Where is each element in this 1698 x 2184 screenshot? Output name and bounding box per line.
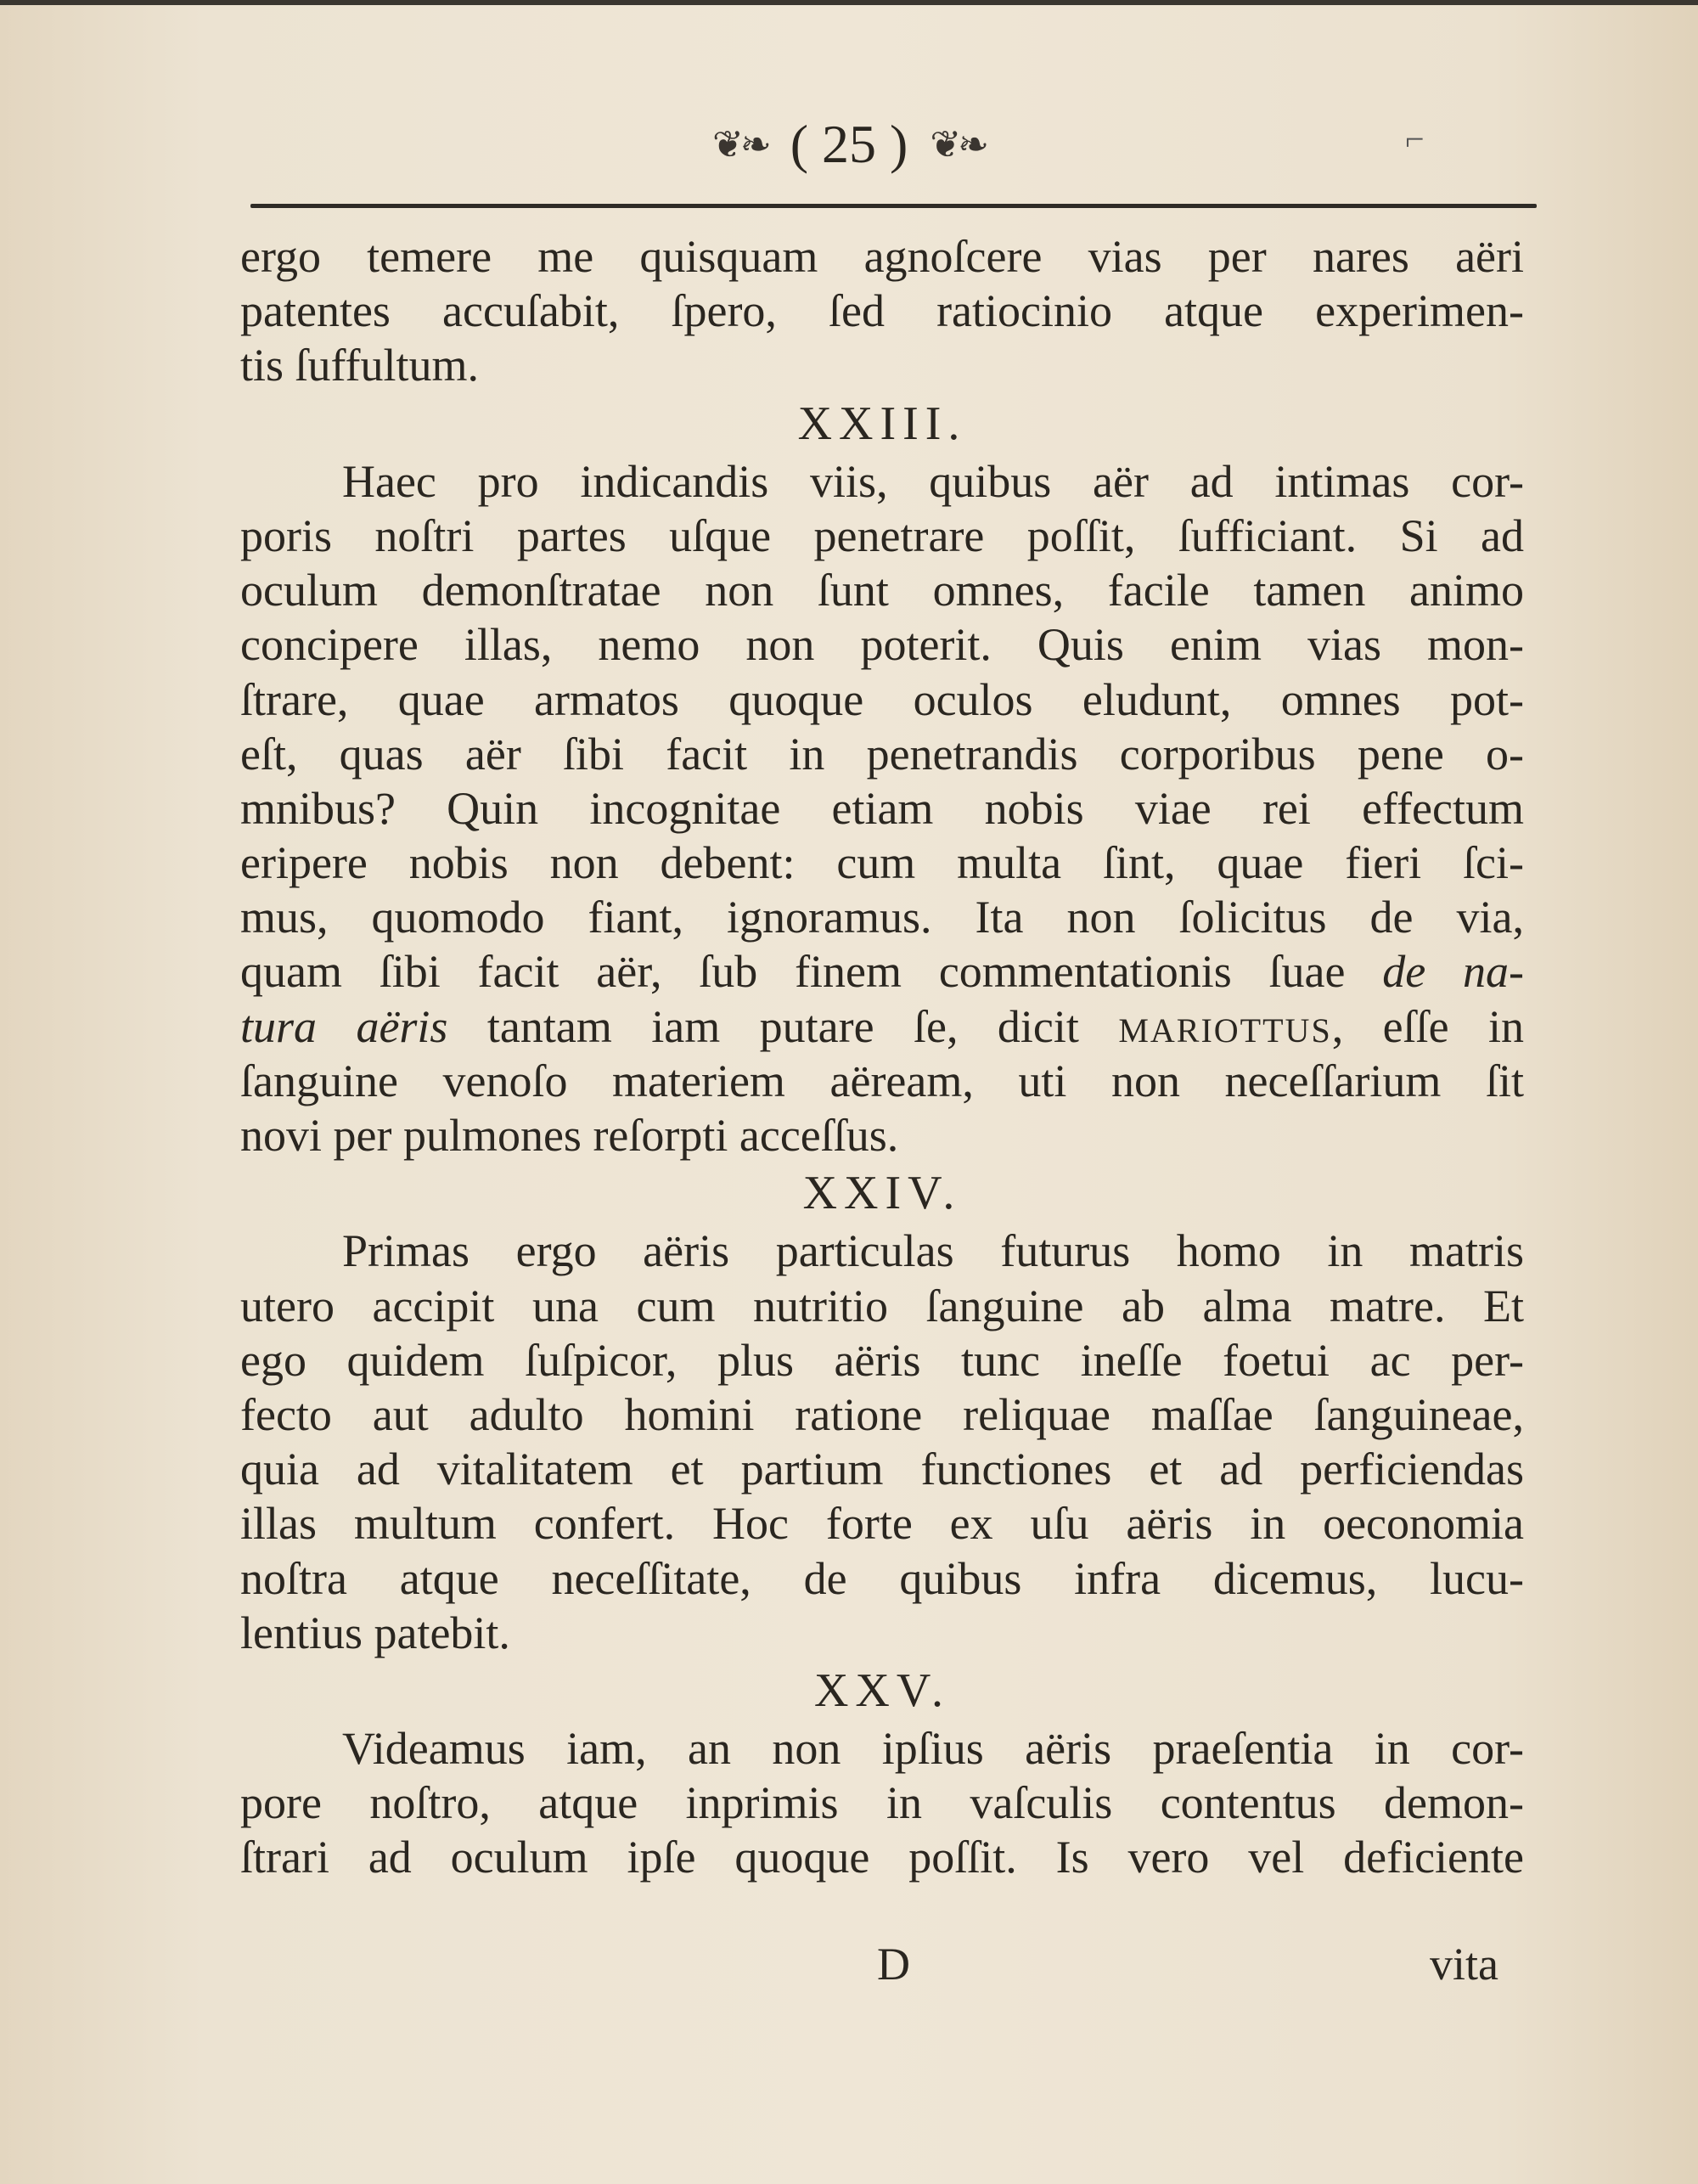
page-number: ( 25 ) — [790, 114, 908, 174]
catchword: vita — [1430, 1939, 1498, 1990]
line-text: Haec pro indicandis viis, quibus aër ad intimas cor- — [342, 455, 1524, 507]
smallcaps-name: MARIOTTUS — [1118, 1010, 1332, 1050]
page-footer — [240, 1938, 1524, 1997]
text-line — [240, 1830, 1524, 1884]
line-text: Primas ergo aëris particulas futurus homo in matris — [342, 1225, 1524, 1277]
text-line — [240, 999, 1524, 1054]
text-line — [240, 1606, 1524, 1660]
text-line — [240, 1496, 1524, 1551]
line-text: ſtrari ad oculum ipſe quoque poſſit. Is vero vel deficiente — [240, 1832, 1524, 1883]
text-line — [240, 617, 1524, 672]
section-heading: XXV. — [813, 1663, 951, 1717]
italic-text: de na- — [1382, 946, 1525, 998]
text-line — [240, 1442, 1524, 1496]
page-header — [0, 110, 1698, 178]
line-text: tis ſuffultum. — [240, 340, 480, 391]
line-text: concipere illas, nemo non poterit. Quis enim vias mon- — [240, 619, 1524, 671]
corner-mark: ⌐ — [1405, 120, 1425, 158]
line-text: ſanguine venoſo materiem aëream, uti non neceſſarium ſit — [240, 1055, 1524, 1106]
line-text: noſtra atque neceſſitate, de quibus infra dicemus, lucu- — [240, 1552, 1524, 1604]
line-text: illas multum confert. Hoc forte ex uſu aëris in oeconomia — [240, 1498, 1524, 1550]
text-line — [240, 1108, 1524, 1162]
line-text: eſt, quas aër ſibi facit in penetrandis corporibus pene o- — [240, 728, 1524, 780]
text-line — [240, 563, 1524, 617]
text-line — [240, 229, 1524, 284]
text-line — [240, 781, 1524, 836]
ornament-right-icon: ❦❧ — [930, 123, 987, 166]
ornament-left-icon: ❦❧ — [711, 123, 768, 166]
line-text: poris noſtri partes uſque penetrare poſſit, ſufficiant. Si ad — [240, 509, 1524, 561]
line-text: lentius patebit. — [240, 1607, 510, 1658]
text-line — [240, 338, 1524, 392]
text-line — [240, 673, 1524, 727]
page-top-edge — [0, 0, 1698, 5]
line-text: oculum demonſtratae non ſunt omnes, facile tamen animo — [240, 565, 1524, 616]
line-text: quam ſibi facit aër, ſub finem commentationis ſuae — [240, 946, 1346, 998]
line-text: ſtrare, quae armatos quoque oculos eludunt, omnes pot- — [240, 673, 1524, 725]
line-text: fecto aut adulto homini ratione reliquae maſſae ſanguineae, — [240, 1388, 1524, 1440]
line-text: tantam iam putare ſe, dicit — [447, 1000, 1079, 1052]
text-line — [240, 1054, 1524, 1108]
text-line — [240, 727, 1524, 781]
line-text: Videamus iam, an non ipſius aëris praeſentia in cor- — [342, 1723, 1524, 1775]
header-rule — [250, 204, 1537, 208]
line-text: quia ad vitalitatem et partium functiones et ad perficiendas — [240, 1444, 1524, 1495]
text-line — [240, 1333, 1524, 1388]
line-text: patentes accuſabit, ſpero, ſed ratiocinio atque experimen- — [240, 285, 1524, 337]
text-line — [240, 1551, 1524, 1606]
line-text: pore noſtro, atque inprimis in vaſculis contentus demon- — [240, 1777, 1524, 1829]
section-heading: XXIII. — [797, 397, 967, 450]
text-line — [240, 944, 1524, 999]
line-text: mus, quomodo fiant, ignoramus. Ita non ſolicitus de via, — [240, 892, 1524, 943]
line-tail: , eſſe in — [1331, 1000, 1524, 1052]
body-text — [240, 229, 1524, 1885]
text-line — [240, 509, 1524, 563]
signature-mark: D — [877, 1939, 910, 1990]
text-line — [240, 284, 1524, 338]
text-line — [240, 1721, 1524, 1776]
text-line — [240, 1388, 1524, 1442]
line-text: mnibus? Quin incognitae etiam nobis viae rei effectum — [240, 782, 1524, 834]
section-heading: XXIV. — [802, 1167, 962, 1220]
italic-text: tura aëris — [240, 1000, 448, 1052]
line-text: ergo temere me quisquam agnoſcere vias per nares aëri — [240, 231, 1524, 282]
text-line — [240, 836, 1524, 890]
text-line — [240, 1279, 1524, 1333]
text-line — [240, 1776, 1524, 1830]
text-line — [240, 1224, 1524, 1278]
text-line — [240, 890, 1524, 944]
line-text: utero accipit una cum nutritio ſanguine ab alma matre. Et — [240, 1280, 1524, 1331]
line-text: eripere nobis non debent: cum multa ſint, quae fieri ſci- — [240, 837, 1524, 889]
text-line — [240, 454, 1524, 509]
line-text: novi per pulmones reſorpti acceſſus. — [240, 1110, 899, 1161]
line-text: ego quidem ſuſpicor, plus aëris tunc ineſſe foetui ac per- — [240, 1334, 1524, 1386]
